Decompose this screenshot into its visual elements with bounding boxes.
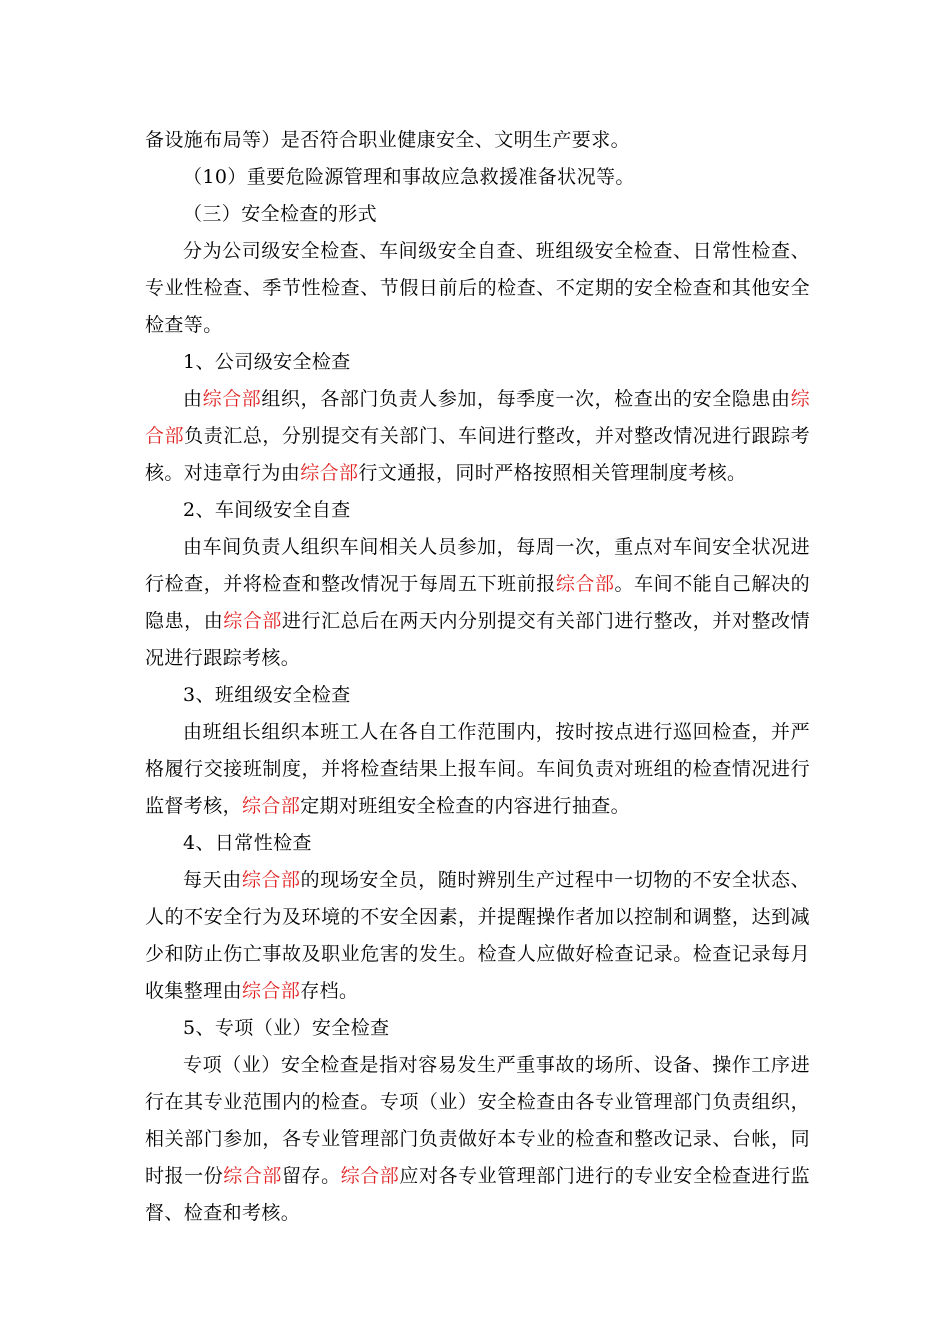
highlighted-term: 综合部 [242,980,301,1002]
highlighted-term: 综合部 [223,1165,282,1187]
paragraph [145,677,810,714]
text-run: 每天由 [183,869,242,891]
text-run: 专项（业）安全检查是指对容易发生严重事故的场所、设备、操作工序进行在其专业范围内的检查。专项（业）安全检查由各专业管理部门负责组织，相关部门参加，各专业管理部门负责做好本专业的检查和整改记录、台帐，同时报一份 [145,1054,810,1187]
document-body [145,122,810,1232]
text-run: 。车间不能自己解决的隐患，由 [145,573,810,632]
highlighted-term: 综合部 [555,573,615,595]
text-run: （三）安全检查的形式 [183,203,378,225]
paragraph [145,196,810,233]
paragraph [145,492,810,529]
paragraph [145,344,810,381]
text-run: 4、日常性检查 [183,832,312,854]
text-run: 留存。 [281,1165,341,1187]
paragraph [145,122,810,159]
text-run: 1、公司级安全检查 [183,351,351,373]
text-run: 由班组长组织本班工人在各自工作范围内，按时按点进行巡回检查，并严格履行交接班制度，并将检查结果上报车间。车间负责对班组的检查情况进行监督考核， [145,721,810,817]
highlighted-term: 综合部 [241,869,301,891]
paragraph [145,825,810,862]
text-run: 由车间负责人组织车间相关人员参加，每周一次，重点对车间安全状况进行检查，并将检查和整改情况于每周五下班前报 [145,536,810,595]
text-run: 分为公司级安全检查、车间级安全自查、班组级安全检查、日常性检查、专业性检查、季节性检查、节假日前后的检查、不定期的安全检查和其他安全检查等。 [145,240,810,336]
paragraph [145,529,810,677]
text-run: 行文通报，同时严格按照相关管理制度考核。 [358,462,747,484]
text-run: 存档。 [300,980,359,1002]
text-run: （10）重要危险源管理和事故应急救援准备状况等。 [183,166,635,188]
text-run: 2、车间级安全自查 [183,499,351,521]
text-run: 3、班组级安全检查 [183,684,351,706]
paragraph [145,862,810,1010]
paragraph [145,1047,810,1232]
highlighted-term: 综合部 [202,388,262,410]
text-run: 定期对班组安全检查的内容进行抽查。 [300,795,631,817]
text-run: 负责汇总，分别提交有关部门、车间进行整改，并对整改情况进行跟踪考核。对违章行为由 [145,425,810,484]
text-run: 由 [183,388,203,410]
text-run: 组织，各部门负责人参加，每季度一次，检查出的安全隐患由 [261,388,791,410]
text-run: 备设施布局等）是否符合职业健康安全、文明生产要求。 [145,129,631,151]
paragraph [145,1010,810,1047]
highlighted-term: 综合部 [242,795,301,817]
highlighted-term: 综合部 [340,1165,400,1187]
highlighted-term: 综合部 [145,388,811,447]
text-run: 应对各专业管理部门进行的专业安全检查进行监督、检查和考核。 [145,1165,811,1224]
text-run: 的现场安全员，随时辨别生产过程中一切物的不安全状态、人的不安全行为及环境的不安全因素，并提醒操作者加以控制和调整，达到减少和防止伤亡事故及职业危害的发生。检查人应做好检查记录。检查记录每月收集整理由 [145,869,811,1002]
text-run: 5、专项（业）安全检查 [183,1017,390,1039]
paragraph [145,714,810,825]
text-run: 进行汇总后在两天内分别提交有关部门进行整改，并对整改情况进行跟踪考核。 [145,610,811,669]
highlighted-term: 综合部 [300,462,359,484]
paragraph [145,233,810,344]
highlighted-term: 综合部 [223,610,282,632]
paragraph [145,381,810,492]
paragraph [145,159,810,196]
